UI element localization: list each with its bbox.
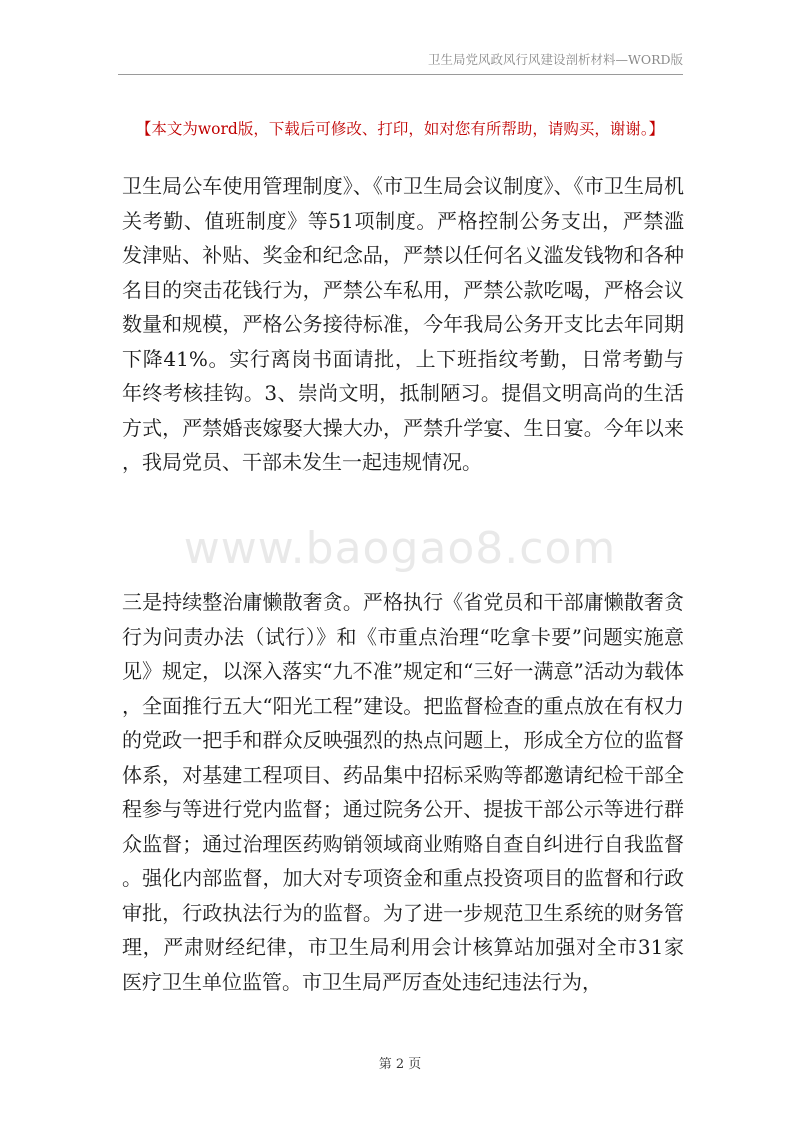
body-paragraph: 三是持续整治庸懒散奢贪。严格执行《省党员和干部庸懒散奢贪行为问责办法（试行）》和《市重点治理“吃拿卡要”问题实施意见》规定，以深入落实“九不准”规定和“三好一满意”活动为载体，全面推行五大“阳光工程”建设。把监督检查的重点放在有权力的党政一把手和群众反映强烈的热点问题上，形成全方位的监督体系，对基建工程项目、药品集中招标采购等都邀请纪检干部全程参与等进行党内监督；通过院务公开、提拔干部公示等进行群众监督；通过治理医药购销领域商业贿赂自查自纠进行自我监督。强化内部监督，加大对专项资金和重点投资项目的监督和行政审批，行政执法行为的监督。为了进一步规范卫生系统的财务管理，严肃财经纪律，市卫生局利用会计核算站加强对全市31家医疗卫生单位监管。市卫生局严厉查处违纪违法行为， — [122, 590, 684, 994]
purchase-notice: 【本文为word版，下载后可修改、打印，如对您有所帮助，请购买，谢谢。】 — [135, 120, 665, 138]
watermark: www.baogao8.com — [183, 523, 617, 574]
body-paragraph: 卫生局公车使用管理制度》、《市卫生局会议制度》、《市卫生局机关考勤、值班制度》等51项制度。严格控制公务支出，严禁滥发津贴、补贴、奖金和纪念品，严禁以任何名义滥发钱物和各种名目的突击花钱行为，严禁公车私用，严禁公款吃喝，严格会议数量和规模，严格公务接待标准，今年我局公务开支比去年同期下降41%。实行离岗书面请批，上下班指纹考勤，日常考勤与年终考核挂钩。3、崇尚文明，抵制陋习。提倡文明高尚的生活方式，严禁婚丧嫁娶大操大办，严禁升学宴、生日宴。今年以来，我局党员、干部未发生一起违规情况。 — [122, 174, 684, 474]
document-title: 卫生局党风政风行风建设剖析材料—WORD版 — [427, 52, 683, 67]
page-header — [118, 52, 683, 75]
page-number: 第 2 页 — [378, 1057, 422, 1072]
